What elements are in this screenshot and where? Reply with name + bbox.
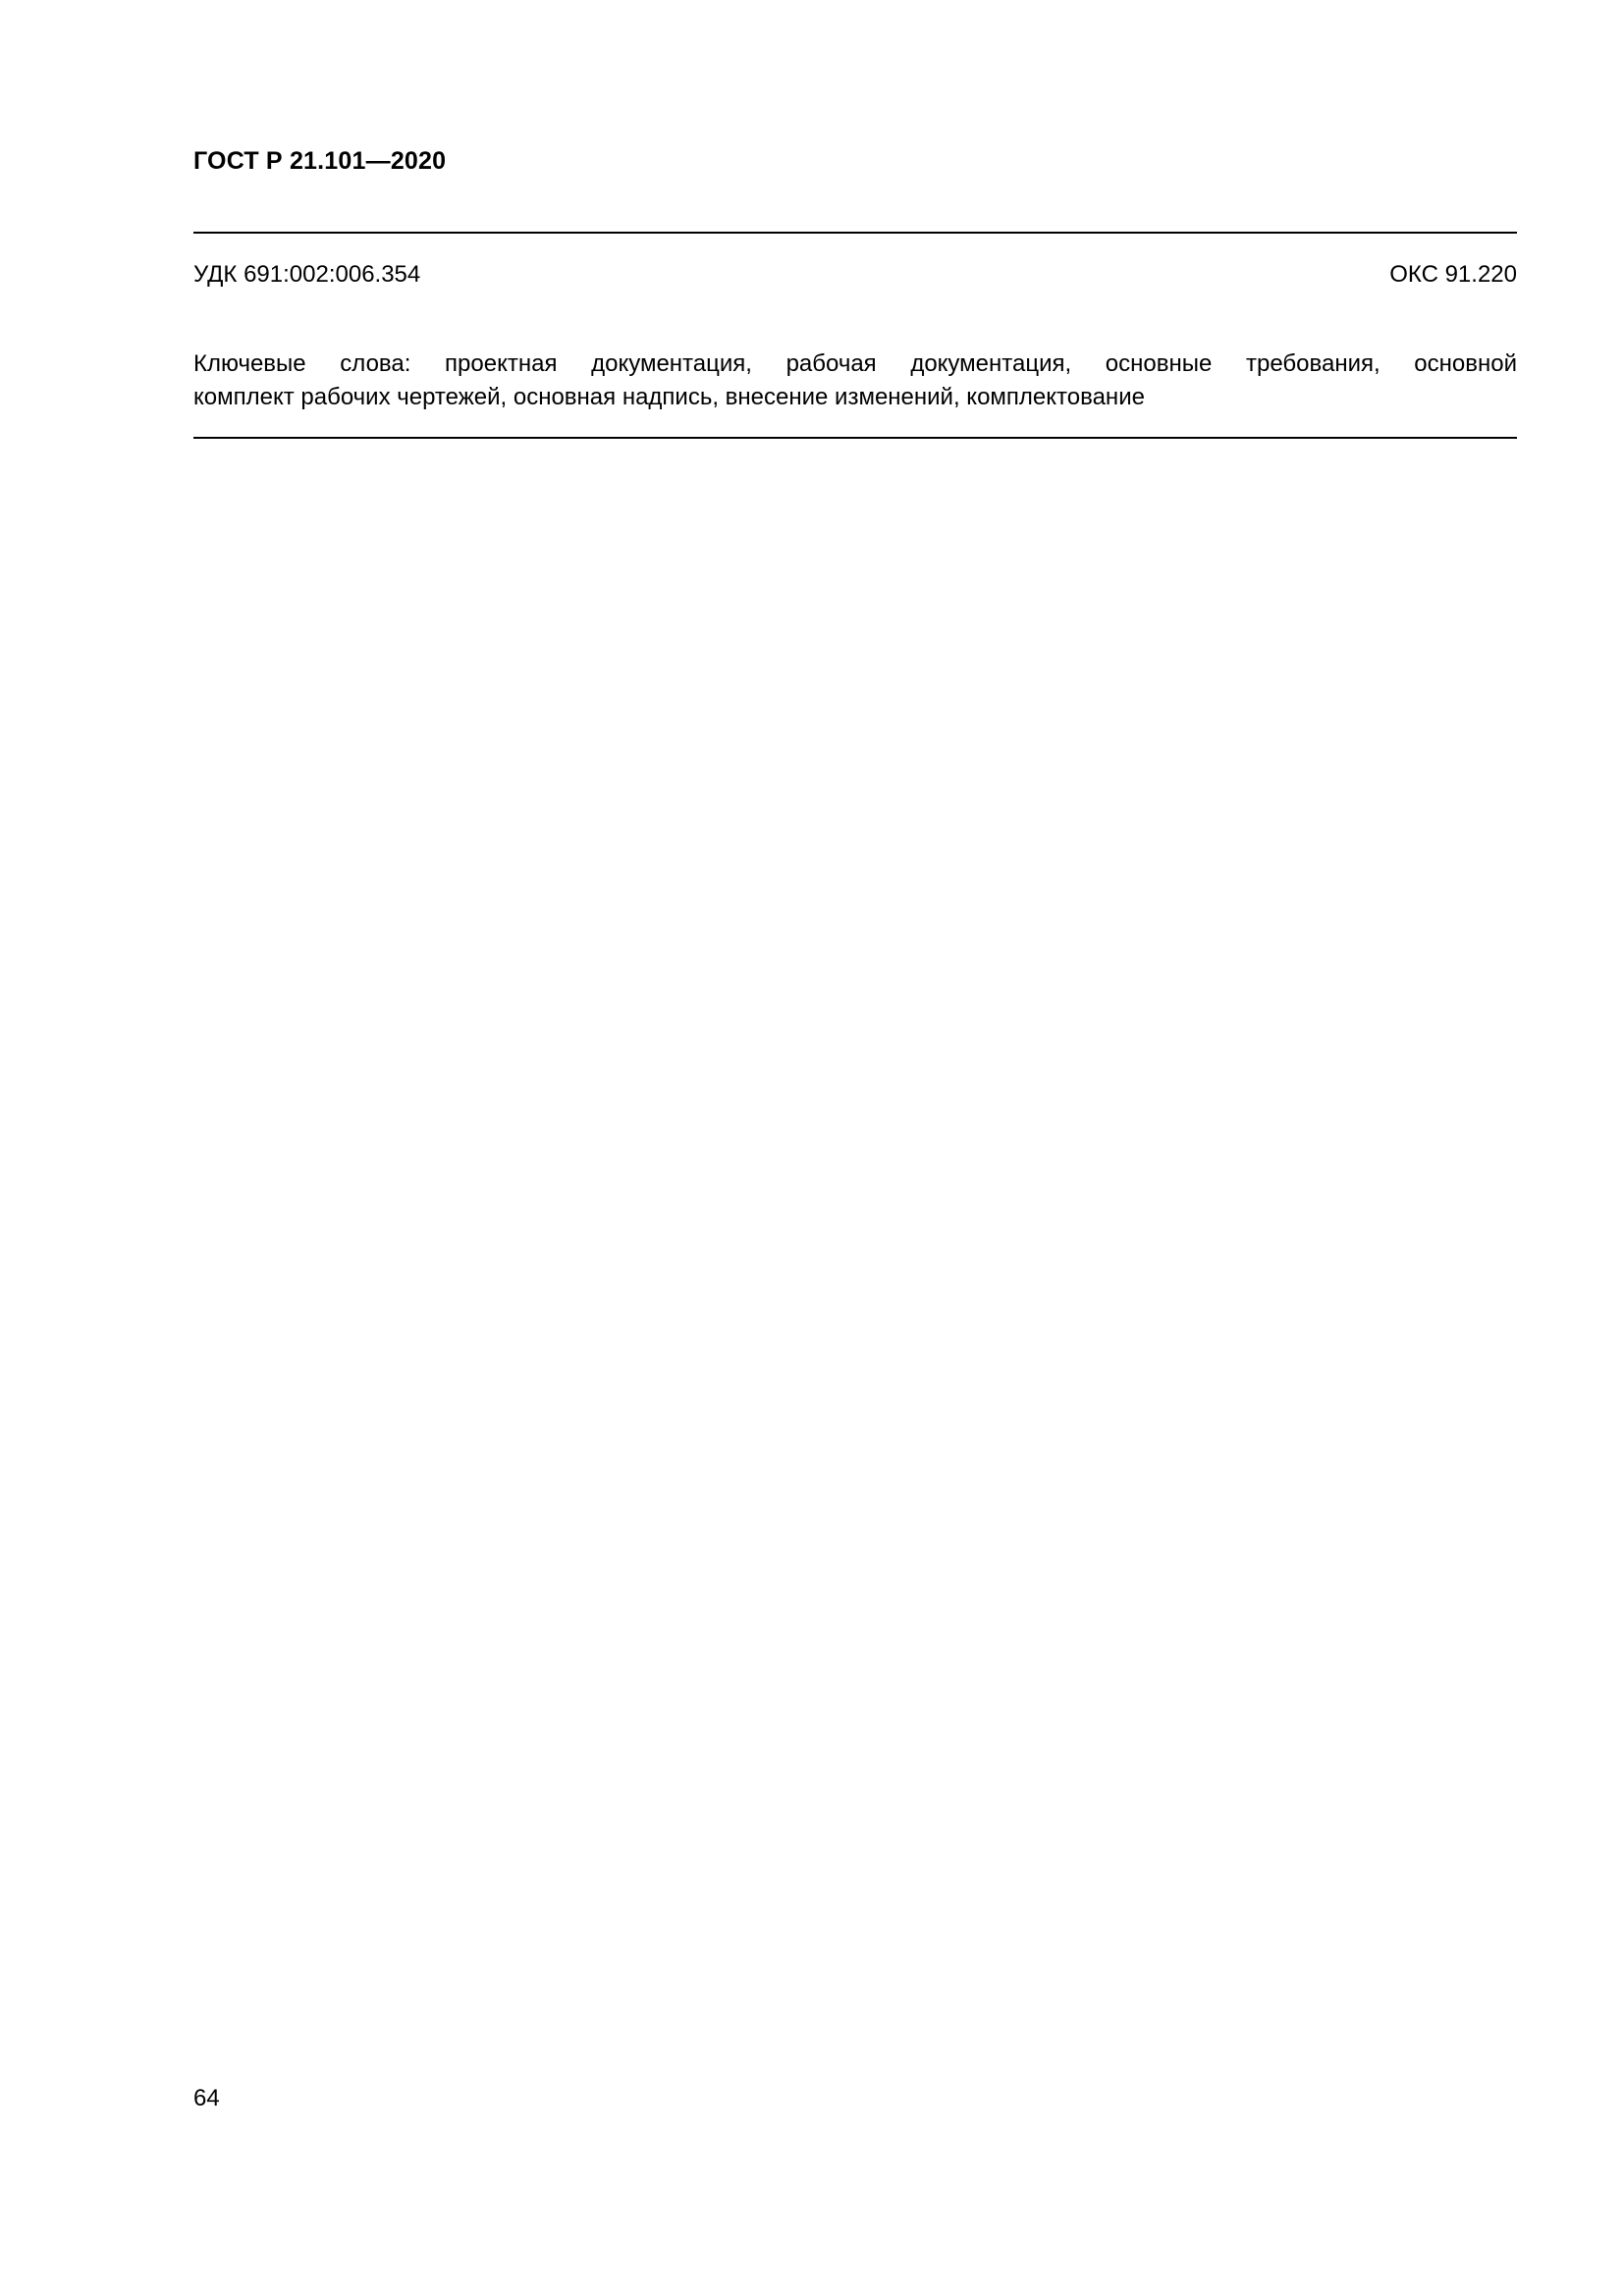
keywords-line-2: комплект рабочих чертежей, основная надпись, внесение изменений, комплектование — [193, 384, 1145, 410]
keywords-line-1: Ключевые слова: проектная документация, рабочая документация, основные требования, основной — [193, 350, 1517, 377]
document-code: ГОСТ Р 21.101—2020 — [193, 147, 447, 175]
top-divider — [193, 232, 1517, 234]
bottom-divider — [193, 437, 1517, 439]
page-number: 64 — [193, 2085, 220, 2111]
udk-code: УДК 691:002:006.354 — [193, 261, 421, 288]
oks-code: ОКС 91.220 — [1389, 261, 1517, 288]
keywords-paragraph — [193, 347, 1517, 414]
